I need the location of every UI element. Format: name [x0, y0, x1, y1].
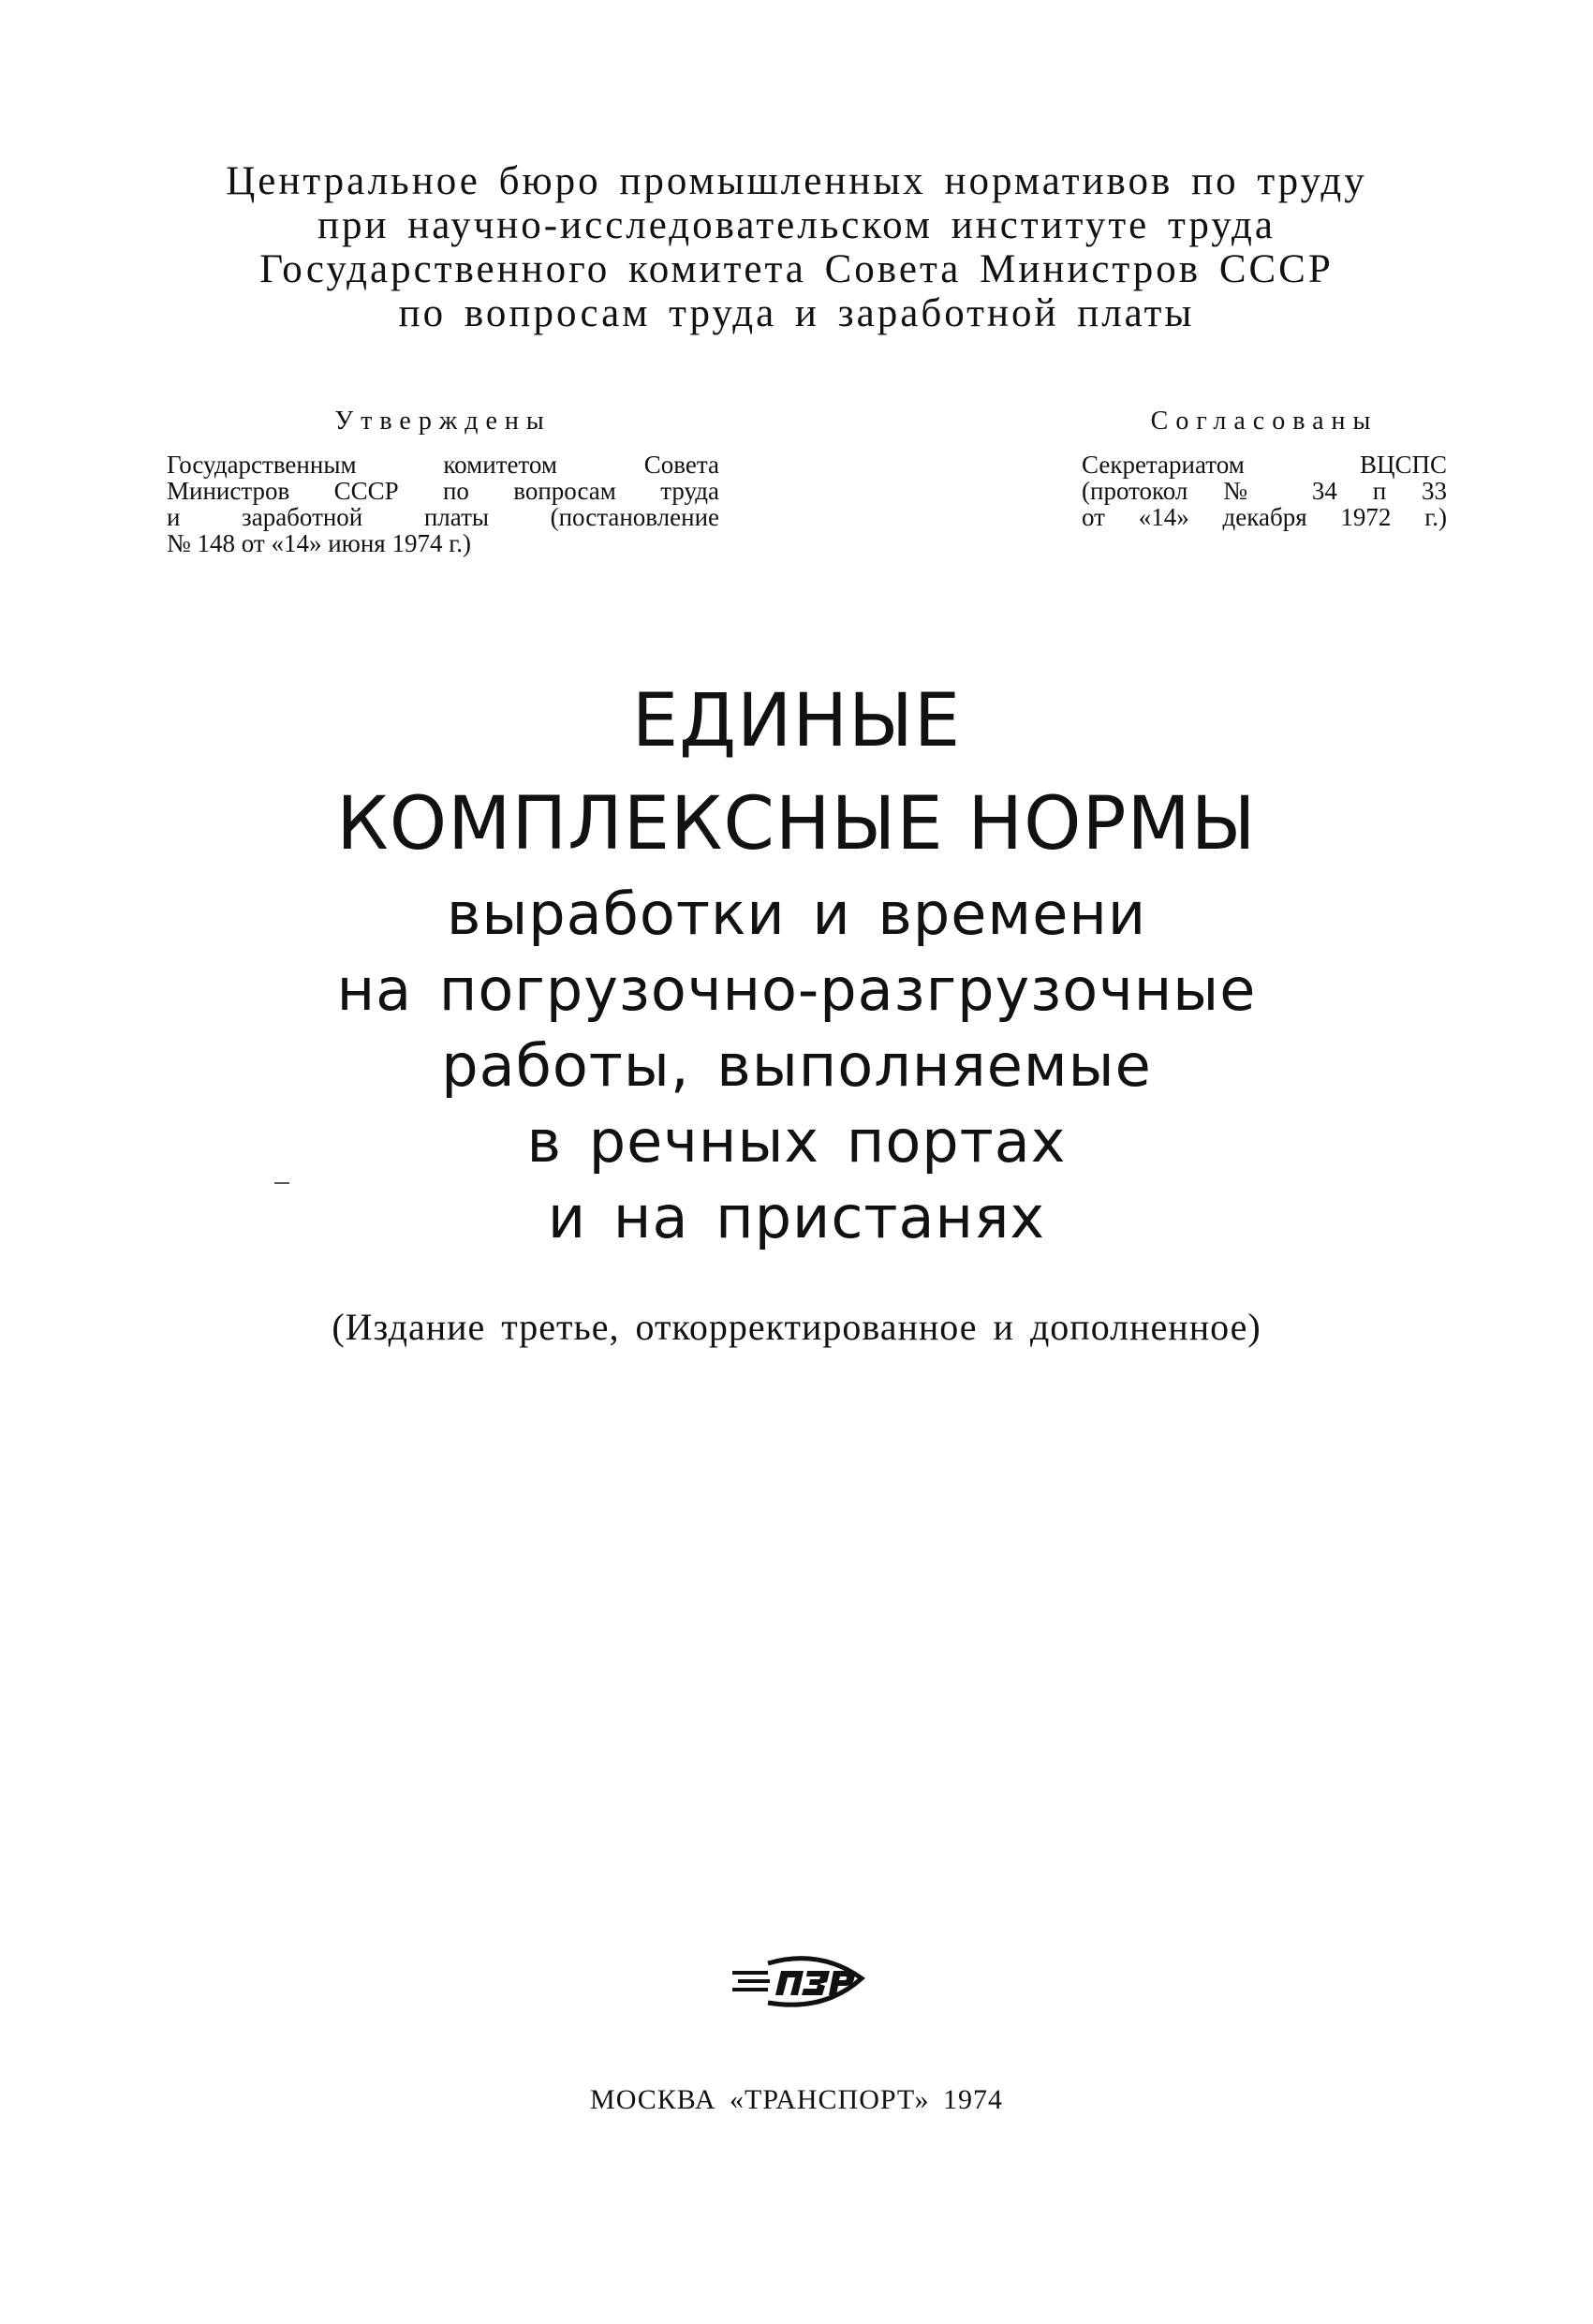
- title-sub-line: на погрузочно-разгрузочные: [336, 955, 1257, 1024]
- transport-publisher-logo-icon: [730, 1950, 871, 2016]
- document-title: [0, 670, 1593, 1255]
- edition-note: (Издание третье, откорректированное и дополненное): [332, 1306, 1261, 1348]
- title-sub-line: и на пристанях: [547, 1183, 1046, 1251]
- title-main-line: ЕДИНЫЕ: [631, 679, 962, 763]
- title-sub-line: выработки и времени: [446, 880, 1147, 948]
- organization-line: Центральное бюро промышленных нормативов по труду: [226, 159, 1367, 203]
- publisher-imprint: МОСКВА «ТРАНСПОРТ» 1974: [590, 2084, 1003, 2115]
- organization-line: Государственного комитета Совета Министров СССР: [259, 247, 1334, 291]
- title-sub-line: в речных портах: [526, 1107, 1067, 1176]
- title-sub-line: работы, выполняемые: [441, 1031, 1152, 1100]
- approved-line: Государственным комитетом Совета: [167, 451, 719, 479]
- print-speck: [274, 1182, 289, 1184]
- approved-block: [167, 408, 719, 556]
- agreed-line: (протокол № 34 п 33: [1082, 477, 1447, 505]
- agreed-block: [1082, 408, 1447, 530]
- approved-line: Министров СССР по вопросам труда: [167, 477, 719, 505]
- approved-line: № 148 от «14» июня 1974 г.): [167, 529, 471, 557]
- approved-line: и заработной платы (постановление: [167, 503, 719, 531]
- organization-line: при научно-исследовательском институте труда: [317, 203, 1276, 247]
- approved-heading: Утверждены: [334, 407, 552, 436]
- agreed-line: Секретариатом ВЦСПС: [1082, 451, 1447, 479]
- title-main-line: КОМПЛЕКСНЫЕ НОРМЫ: [336, 782, 1257, 866]
- agreed-line: от «14» декабря 1972 г.): [1082, 503, 1447, 531]
- organization-line: по вопросам труда и заработной платы: [398, 291, 1195, 335]
- organization-header: [0, 159, 1593, 335]
- agreed-heading: Согласованы: [1150, 407, 1379, 436]
